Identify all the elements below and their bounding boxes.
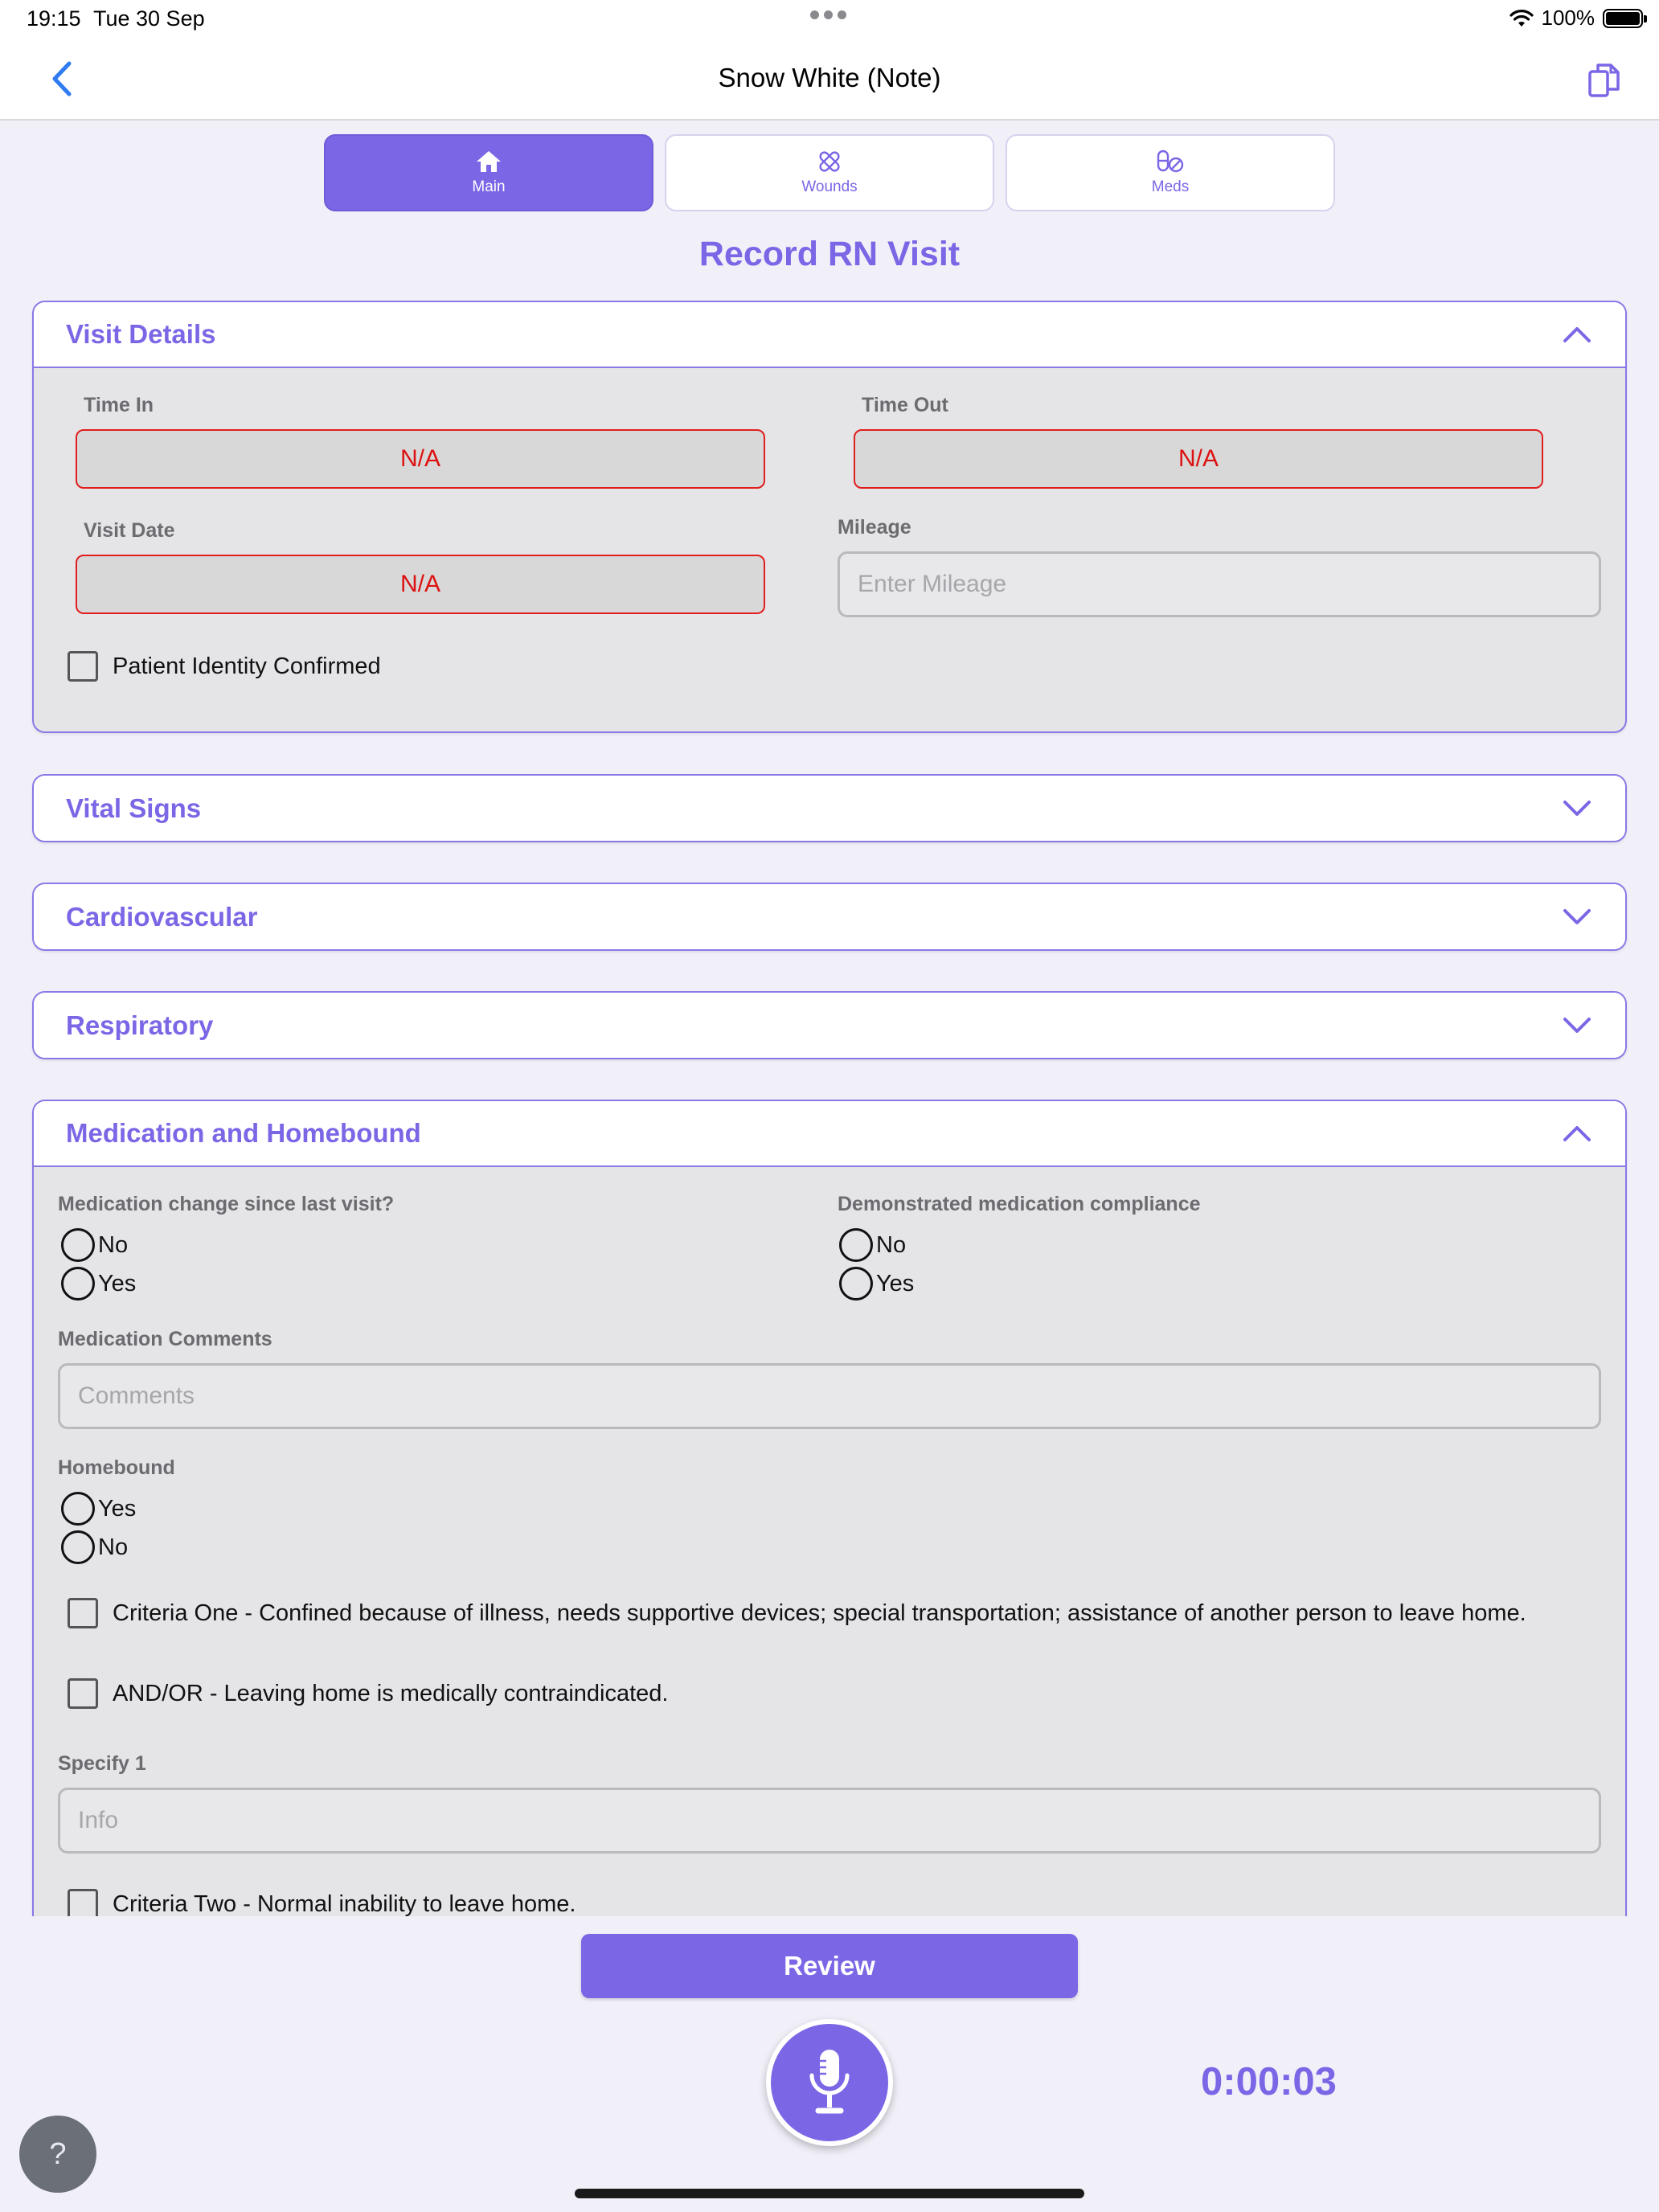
section-medication-header[interactable] <box>34 1101 1625 1167</box>
time-out-field[interactable]: N/A <box>854 429 1543 489</box>
section-vital-signs <box>32 774 1627 842</box>
tab-wounds[interactable] <box>665 134 994 211</box>
review-button[interactable]: Review <box>581 1934 1078 1998</box>
criteria-one-checkbox-row[interactable] <box>68 1598 1526 1628</box>
section-medication-homebound <box>32 1100 1627 1936</box>
section-respiratory-header[interactable] <box>34 993 1625 1059</box>
copy-button[interactable] <box>1580 56 1628 104</box>
home-indicator[interactable] <box>575 2189 1084 2198</box>
specify-1-label: Specify 1 <box>58 1752 146 1775</box>
medication-comments-input[interactable] <box>58 1363 1601 1429</box>
microphone-icon <box>807 2048 852 2117</box>
multitasking-dots-icon[interactable] <box>810 10 846 19</box>
visit-date-label: Visit Date <box>84 519 175 542</box>
patient-identity-checkbox[interactable] <box>68 651 98 682</box>
status-date: Tue 30 Sep <box>93 6 205 31</box>
section-cardiovascular <box>32 883 1627 951</box>
compliance-yes-radio[interactable] <box>839 1267 914 1301</box>
and-or-checkbox[interactable] <box>68 1678 98 1709</box>
visit-date-field[interactable]: N/A <box>76 555 765 614</box>
tab-main[interactable] <box>324 134 653 211</box>
radio-circle[interactable] <box>61 1267 95 1301</box>
section-respiratory <box>32 991 1627 1059</box>
section-title: Respiratory <box>66 1010 214 1040</box>
record-button[interactable] <box>766 2019 893 2146</box>
time-out-label: Time Out <box>862 394 948 416</box>
status-right <box>1509 6 1644 31</box>
chevron-down-icon <box>1561 793 1593 825</box>
section-visit-details <box>32 301 1627 733</box>
mileage-input[interactable] <box>838 551 1601 617</box>
radio-circle[interactable] <box>839 1228 873 1262</box>
help-button[interactable]: ? <box>19 2116 96 2193</box>
med-change-label: Medication change since last visit? <box>58 1193 395 1215</box>
chevron-down-icon <box>1561 1010 1593 1042</box>
bandage-icon <box>817 150 842 174</box>
criteria-one-checkbox[interactable] <box>68 1598 98 1628</box>
chevron-down-icon <box>1561 901 1593 933</box>
radio-circle[interactable] <box>61 1492 95 1526</box>
patient-identity-checkbox-row[interactable] <box>68 651 381 682</box>
radio-label: No <box>876 1231 907 1258</box>
tab-wounds-label: Wounds <box>801 178 858 195</box>
radio-label: Yes <box>98 1270 137 1296</box>
radio-circle[interactable] <box>61 1228 95 1262</box>
battery-percentage: 100% <box>1541 6 1595 30</box>
nav-title: Snow White (Note) <box>718 63 941 92</box>
chevron-up-icon <box>1561 318 1593 350</box>
med-change-yes-radio[interactable] <box>61 1267 136 1301</box>
compliance-label: Demonstrated medication compliance <box>838 1193 1201 1215</box>
med-change-no-radio[interactable] <box>61 1228 128 1262</box>
section-visit-details-header[interactable] <box>34 302 1625 368</box>
tab-main-label: Main <box>472 178 506 195</box>
section-cardiovascular-header[interactable] <box>34 884 1625 950</box>
page-title: Record RN Visit <box>698 235 961 273</box>
radio-label: Yes <box>876 1270 915 1296</box>
section-title: Medication and Homebound <box>66 1118 421 1148</box>
specify-1-input[interactable] <box>58 1788 1601 1854</box>
wifi-icon <box>1509 9 1534 28</box>
section-vital-signs-header[interactable] <box>34 776 1625 842</box>
pills-icon <box>1156 150 1185 174</box>
radio-circle[interactable] <box>839 1267 873 1301</box>
time-in-label: Time In <box>84 394 154 416</box>
radio-circle[interactable] <box>61 1530 95 1564</box>
recording-timer: 0:00:03 <box>1201 2060 1337 2103</box>
mileage-label: Mileage <box>838 516 911 539</box>
and-or-checkbox-row[interactable] <box>68 1678 668 1709</box>
medication-comments-label: Medication Comments <box>58 1328 272 1350</box>
radio-label: No <box>98 1534 129 1560</box>
section-title: Visit Details <box>66 319 216 349</box>
status-time: 19:15 <box>27 6 81 31</box>
tab-meds-label: Meds <box>1151 178 1190 195</box>
status-bar <box>0 0 1659 40</box>
time-in-field[interactable]: N/A <box>76 429 765 489</box>
criteria-two-checkbox-row[interactable] <box>68 1889 576 1919</box>
criteria-two-label: Criteria Two - Normal inability to leave home. <box>113 1890 576 1917</box>
radio-label: No <box>98 1231 129 1258</box>
chevron-up-icon <box>1561 1117 1593 1149</box>
tab-bar <box>324 134 1335 211</box>
navigation-bar <box>0 40 1659 121</box>
criteria-one-label: Criteria One - Confined because of illness, needs supportive devices; special transportation; assistance of another person to leave home. <box>113 1600 1526 1626</box>
home-icon <box>475 150 502 174</box>
copy-document-icon <box>1587 60 1622 100</box>
patient-identity-label: Patient Identity Confirmed <box>113 653 381 679</box>
homebound-yes-radio[interactable] <box>61 1492 136 1526</box>
homebound-label: Homebound <box>58 1456 175 1479</box>
homebound-no-radio[interactable] <box>61 1530 128 1564</box>
battery-icon <box>1603 9 1643 28</box>
section-title: Cardiovascular <box>66 902 258 932</box>
tab-meds[interactable] <box>1006 134 1335 211</box>
criteria-two-checkbox[interactable] <box>68 1889 98 1919</box>
radio-label: Yes <box>98 1495 137 1522</box>
compliance-no-radio[interactable] <box>839 1228 906 1262</box>
section-title: Vital Signs <box>66 793 202 823</box>
and-or-label: AND/OR - Leaving home is medically contraindicated. <box>113 1680 669 1706</box>
